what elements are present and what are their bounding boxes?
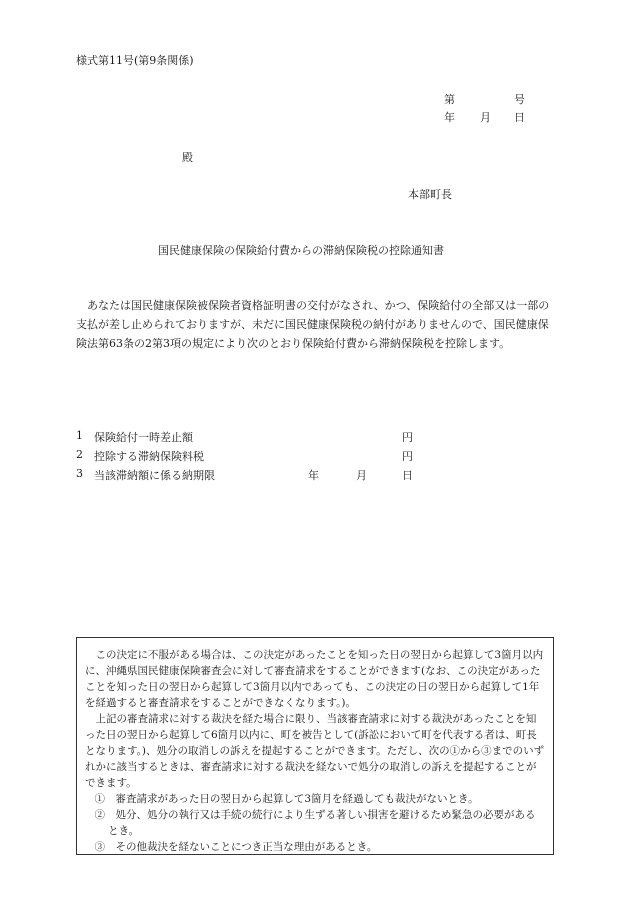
appeal-notice-box (76, 637, 554, 855)
notice-body: あなたは国民健康保険被保険者資格証明書の交付がなされ、かつ、保険給付の全部又は一部の支払が差し止められておりますが、未だに国民健康保険税の納付がありませんので、国民健康保険法第63条の2第3項の規定により次のとおり保険給付費から滞納保険税を控除します。 (76, 299, 550, 350)
addressee-honorific: 殿 (182, 151, 193, 164)
date-year-label: 年 (444, 111, 455, 124)
item-day-label: 日 (402, 469, 413, 482)
item-label: 保険給付一時差止額 (94, 431, 193, 444)
item-number: 3 (76, 467, 83, 480)
form-number: 様式第11号(第9条関係) (76, 54, 194, 67)
document-number-suffix: 号 (514, 93, 525, 106)
exception-case-2: ② 処分、処分の執行又は手続の続行により生ずる著しい損害を避けるため緊急の必要があるとき。 (94, 809, 536, 837)
item-row-3 (76, 467, 436, 486)
item-label: 控除する滞納保険料税 (94, 450, 204, 463)
item-row-1 (76, 429, 436, 448)
item-label: 当該滞納額に係る納期限 (94, 469, 215, 482)
date-day-label: 日 (514, 111, 525, 124)
item-list (76, 429, 436, 486)
item-row-2 (76, 448, 436, 467)
appeal-paragraph-1: この決定に不服がある場合は、この決定があったことを知った日の翌日から起算して3箇月以内に、沖縄県国民健康保険審査会に対して審査請求をすることができます(なお、この決定があったことを知った日の翌日から起算して3箇月以内であっても、この決定の日の翌日から起算して1年を経過すると審査請求をすることができなくなります。)。 (85, 649, 544, 709)
item-month-label: 月 (356, 469, 367, 482)
document-number-prefix: 第 (444, 93, 455, 106)
exception-case-1: ① 審査請求があった日の翌日から起算して3箇月を経過しても裁決がないとき。 (94, 793, 479, 805)
item-unit: 円 (402, 431, 413, 444)
item-number: 2 (76, 448, 83, 461)
item-year-label: 年 (308, 469, 319, 482)
item-unit: 円 (402, 450, 413, 463)
sender-name: 本部町長 (408, 188, 452, 201)
document-title: 国民健康保険の保険給付費からの滞納保険税の控除通知書 (158, 244, 444, 257)
appeal-paragraph-2: 上記の審査請求に対する裁決を経た場合に限り、当該審査請求に対する裁決があったことを知った日の翌日から起算して6箇月以内に、町を被告として(訴訟において町を代表する者は、町長となります。)、処分の取消しの訴えを提起することができます。ただし、次の①から③までのいずれかに該当するときは、審査請求に対する裁決を経ないで処分の取消しの訴えを提起することができます。 (85, 713, 545, 789)
item-number: 1 (76, 429, 83, 442)
exception-case-3: ③ その他裁決を経ないことにつき正当な理由があるとき。 (94, 841, 378, 853)
date-month-label: 月 (480, 111, 491, 124)
